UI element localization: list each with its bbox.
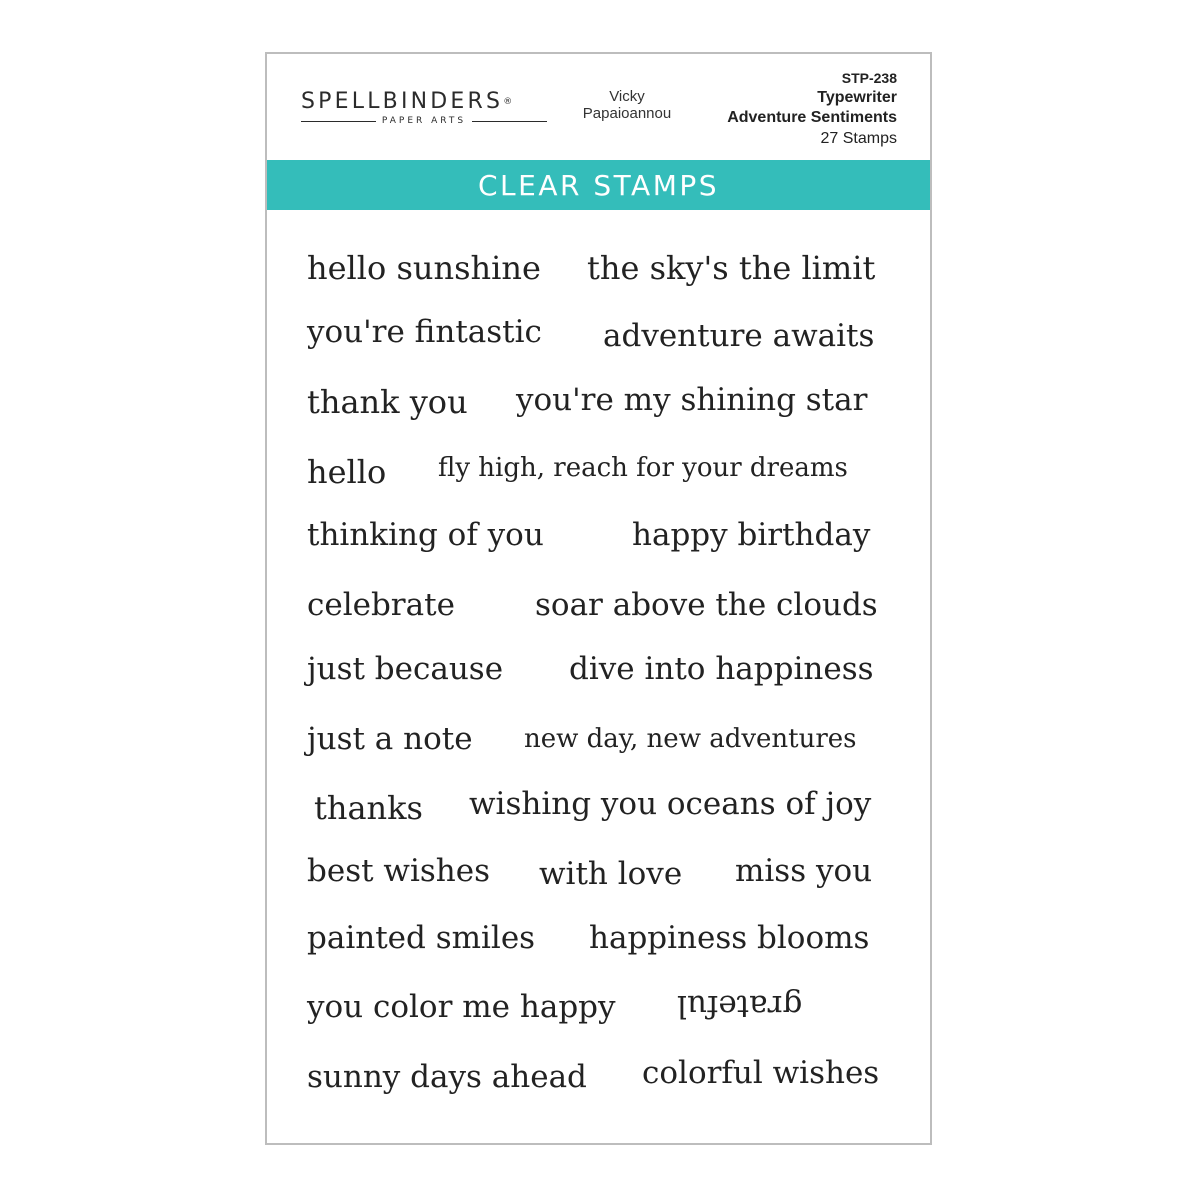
stamp-phrase: wishing you oceans of joy (469, 786, 872, 822)
stamp-sentiments (267, 54, 930, 1143)
stamp-phrase: happiness blooms (589, 920, 870, 956)
stamp-package-card (265, 52, 932, 1145)
brand-subtitle: PAPER ARTS (381, 116, 467, 126)
stamp-phrase: miss you (735, 853, 873, 889)
stamp-phrase: just because (307, 651, 504, 687)
stamp-phrase: thank you (307, 383, 468, 421)
stamp-phrase: sunny days ahead (307, 1059, 587, 1095)
stamp-phrase: adventure awaits (603, 318, 875, 354)
stamp-phrase: you color me happy (307, 989, 616, 1025)
designer-last-name: Papaioannou (582, 105, 672, 122)
stamp-phrase: hello sunshine (307, 249, 541, 287)
stamp-phrase: new day, new adventures (524, 724, 857, 754)
stamp-phrase: thanks (314, 789, 423, 827)
product-sku: STP-238 (841, 70, 897, 86)
designer-first-name: Vicky (609, 88, 645, 105)
stamp-phrase: soar above the clouds (535, 587, 878, 623)
stamp-count: 27 Stamps (820, 130, 897, 147)
stamp-phrase: happy birthday (632, 517, 871, 553)
stamp-phrase: hello (307, 453, 387, 491)
stamp-phrase: the sky's the limit (587, 249, 876, 287)
product-name-line2: Adventure Sentiments (727, 109, 897, 126)
registered-mark: ® (503, 97, 513, 107)
banner-label: CLEAR STAMPS (477, 168, 720, 202)
stamp-phrase: dive into happiness (569, 651, 874, 687)
stamp-phrase: thinking of you (307, 517, 544, 553)
stamp-phrase: colorful wishes (642, 1055, 880, 1091)
stamp-phrase: you're fintastic (307, 314, 542, 350)
stamp-phrase: best wishes (307, 853, 490, 889)
stamp-phrase: celebrate (307, 587, 455, 623)
stamp-phrase: you're my shining star (516, 382, 868, 418)
stamp-phrase: with love (539, 856, 683, 892)
stamp-phrase: just a note (307, 721, 473, 757)
product-name-line1: Typewriter (817, 89, 897, 106)
stamp-phrase-inverted: grateful (677, 988, 803, 1024)
stamp-phrase: painted smiles (307, 920, 536, 956)
stamp-phrase: fly high, reach for your dreams (438, 453, 848, 483)
brand-name: SPELLBINDERS (301, 89, 504, 114)
